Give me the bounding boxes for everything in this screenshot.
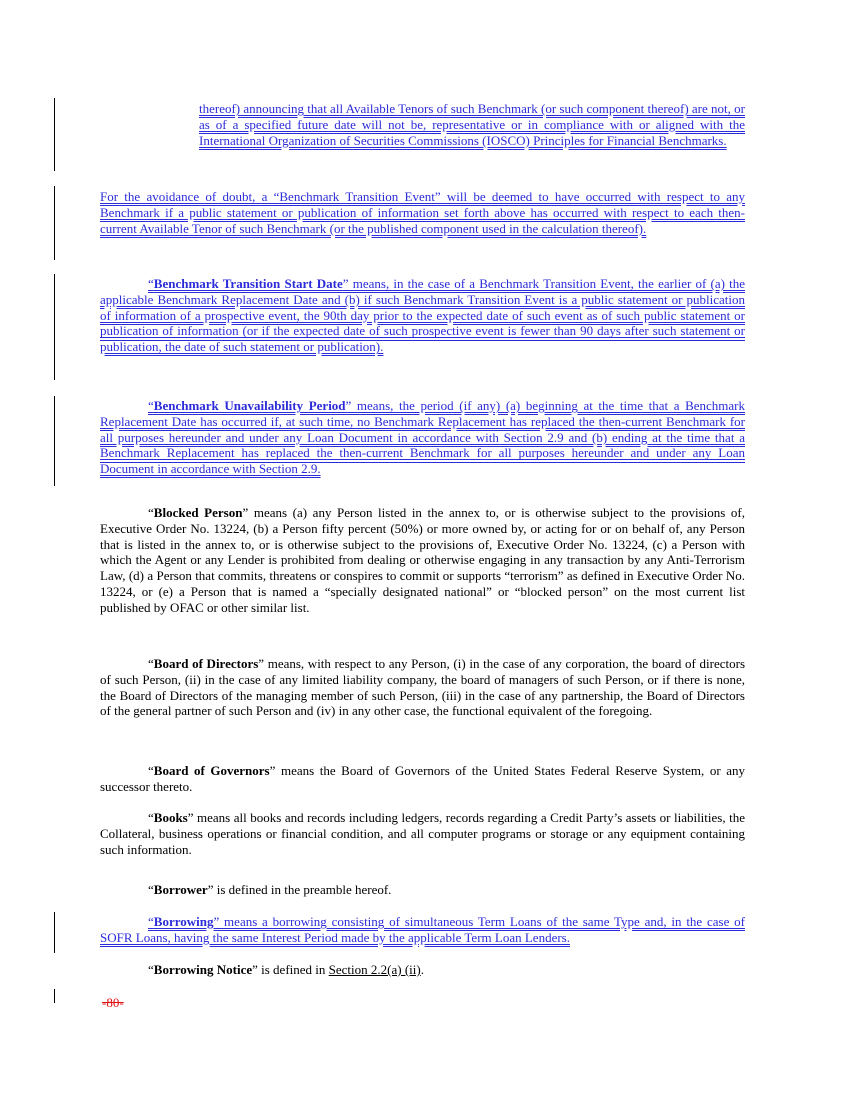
open-quote: “ xyxy=(148,914,154,929)
defined-term: Borrower xyxy=(153,882,208,897)
defined-term: Blocked Person xyxy=(153,505,243,520)
definition-text: ” is defined in the preamble hereof. xyxy=(207,882,392,897)
defined-term: Board of Directors xyxy=(153,656,259,671)
change-bar xyxy=(54,98,55,171)
paragraph-avoidance-of-doubt xyxy=(100,189,745,236)
change-bar xyxy=(54,274,55,380)
definition-text: ” means, the period (if any) (a) beginning at the time that a Benchmark Replacement Date has occurred if, at such time, no Benchmark Replacement has replaced the then-current Benchmark for all purposes hereunder and under any Loan Document in accordance with Section 2.9 and (b) ending at the time that a Benchmark Replacement has replaced the then-current Benchmark for all purposes hereunder and under any Loan Document in accordance with Section 2.9. xyxy=(100,398,746,477)
open-quote: “ xyxy=(148,882,154,897)
defined-term: Borrowing Notice xyxy=(153,962,253,977)
paragraph-text: thereof) announcing that all Available Tenors of such Benchmark (or such component thereof) are not, or as of a specified future date will not be, representative or in compliance with or aligned with the International Organization of Securities Commissions (IOSCO) Principles for Financial Benchmarks. xyxy=(199,101,745,148)
change-bar xyxy=(54,912,55,953)
definition-text: ” means a borrowing consisting of simultaneous Term Loans of the same Type and, in the case of SOFR Loans, having the same Interest Period made by the applicable Term Loan Lenders. xyxy=(100,914,745,945)
definition-board-of-governors xyxy=(100,763,745,795)
change-bar xyxy=(54,396,55,486)
defined-term: Benchmark Transition Start Date xyxy=(153,276,343,291)
paragraph-text: For the avoidance of doubt, a “Benchmark Transition Event” will be deemed to have occurred with respect to any Benchmark if a public statement or publication of information set forth above has occurred with respect to each then-current Available Tenor of such Benchmark (or the published component used in the calculation thereof). xyxy=(100,189,745,236)
defined-term: Borrowing xyxy=(153,914,214,929)
definition-text: ” is defined in xyxy=(252,962,329,977)
definition-text: ” means the Board of Governors of the United States Federal Reserve System, or any successor thereto. xyxy=(100,763,745,794)
definition-borrowing-notice xyxy=(100,962,745,978)
definition-blocked-person xyxy=(100,505,745,616)
definition-text: ” means all books and records including ledgers, records regarding a Credit Party’s assets or liabilities, the Collateral, business operations or financial condition, and all computer programs or storage or any equipment containing such information. xyxy=(100,810,745,857)
open-quote: “ xyxy=(148,763,154,778)
open-quote: “ xyxy=(148,810,154,825)
defined-term: Books xyxy=(153,810,188,825)
definition-text: ” means, with respect to any Person, (i) in the case of any corporation, the board of directors of such Person, (ii) in the case of any limited liability company, the board of managers of such Person, or if there is none, the Board of Directors of the managing member of such Person, (iii) in the case of any partnership, the Board of Directors of the general partner of such Person and (iv) in any other case, the functional equivalent of the foregoing. xyxy=(100,656,745,719)
period: . xyxy=(420,962,424,977)
definition-benchmark-transition-start-date xyxy=(100,276,745,355)
definition-borrower xyxy=(100,882,745,898)
open-quote: “ xyxy=(148,276,154,291)
defined-term: Board of Governors xyxy=(153,763,270,778)
definition-books xyxy=(100,810,745,857)
section-reference-link[interactable]: Section 2.2(a) (ii) xyxy=(328,962,421,977)
deleted-page-number: -80- xyxy=(102,995,124,1010)
definition-borrowing xyxy=(100,914,745,946)
definition-text: ” means, in the case of a Benchmark Transition Event, the earlier of (a) the applicable Benchmark Replacement Date and (b) if such Benchmark Transition Event is a public statement or publication of information of a prospective event, the 90th day prior to the expected date of such event as of such public statement or publication of information (or if the expected date of such prospective event is fewer than 90 days after such statement or publication, the date of such statement or publication). xyxy=(100,276,745,355)
open-quote: “ xyxy=(148,505,154,520)
definition-text: ” means (a) any Person listed in the annex to, or is otherwise subject to the provisions of, Executive Order No. 13224, (b) a Person fifty percent (50%) or more owned by, or acting for or on behalf of, any Person that is listed in the annex to, or is otherwise subject to the provisions of, Executive Order No. 13224, (c) a Person with which the Agent or any Lender is prohibited from dealing or otherwise engaging in any transaction by any Anti-Terrorism Law, (d) a Person that commits, threatens or conspires to commit or supports “terrorism” as defined in Executive Order No. 13224, or (e) a Person that is named a “specially designated national” or “blocked person” on the most current list published by OFAC or other similar list. xyxy=(100,505,746,615)
change-bar xyxy=(54,186,55,260)
paragraph-iosco-clause xyxy=(199,101,745,148)
definition-benchmark-unavailability-period xyxy=(100,398,745,477)
open-quote: “ xyxy=(148,656,154,671)
change-bar xyxy=(54,989,55,1003)
definition-board-of-directors xyxy=(100,656,745,719)
defined-term: Benchmark Unavailability Period xyxy=(153,398,346,413)
open-quote: “ xyxy=(148,962,154,977)
open-quote: “ xyxy=(148,398,154,413)
